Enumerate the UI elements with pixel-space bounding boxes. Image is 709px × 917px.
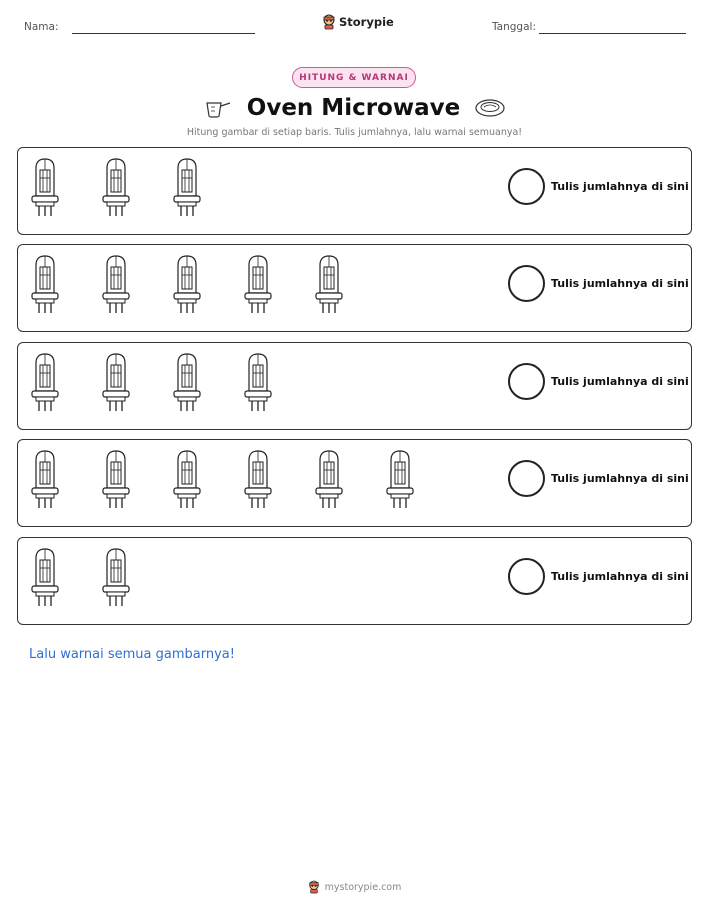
answer-circle[interactable] [508,558,545,595]
name-label: Nama: [24,21,59,33]
footer-note: Lalu warnai semua gambarnya! [29,647,235,662]
answer-label: Tulis jumlahnya di sini [551,180,689,193]
storypie-mascot-icon [308,880,320,894]
answer-circle[interactable] [508,460,545,497]
title-row [0,92,709,124]
vacuum-tube-icon [172,253,202,317]
counting-row [17,244,692,332]
answer-circle[interactable] [508,265,545,302]
vacuum-tube-icon [30,156,60,220]
vacuum-tube-icon [30,351,60,415]
vacuum-tube-icon [172,448,202,512]
measuring-cup-icon [203,97,233,119]
answer-label: Tulis jumlahnya di sini [551,472,689,485]
answer-circle[interactable] [508,168,545,205]
item-group [30,546,131,610]
item-group [30,253,344,317]
activity-tag: HITUNG & WARNAI [292,67,416,88]
vacuum-tube-icon [385,448,415,512]
vacuum-tube-icon [314,253,344,317]
bowl-icon [474,97,506,119]
vacuum-tube-icon [30,448,60,512]
counting-row [17,342,692,430]
vacuum-tube-icon [101,448,131,512]
answer-label: Tulis jumlahnya di sini [551,570,689,583]
item-group [30,351,273,415]
vacuum-tube-icon [172,156,202,220]
name-input-line[interactable] [72,33,255,34]
vacuum-tube-icon [101,546,131,610]
counting-row [17,439,692,527]
site-footer [0,880,709,894]
vacuum-tube-icon [243,253,273,317]
vacuum-tube-icon [243,351,273,415]
vacuum-tube-icon [172,351,202,415]
vacuum-tube-icon [314,448,344,512]
date-label: Tanggal: [492,21,536,33]
counting-row [17,537,692,625]
storypie-mascot-icon [322,14,336,30]
instructions: Hitung gambar di setiap baris. Tulis jumlahnya, lalu warnai semuanya! [186,127,523,138]
vacuum-tube-icon [101,253,131,317]
item-group [30,448,415,512]
brand-logo [322,14,394,30]
site-url: mystorypie.com [324,881,402,893]
page-title: Oven Microwave [246,95,461,121]
vacuum-tube-icon [243,448,273,512]
brand-name: Storypie [339,15,394,29]
answer-circle[interactable] [508,363,545,400]
date-input-line[interactable] [539,33,686,34]
counting-row [17,147,692,235]
vacuum-tube-icon [101,156,131,220]
vacuum-tube-icon [101,351,131,415]
item-group [30,156,202,220]
answer-label: Tulis jumlahnya di sini [551,375,689,388]
vacuum-tube-icon [30,253,60,317]
answer-label: Tulis jumlahnya di sini [551,277,689,290]
vacuum-tube-icon [30,546,60,610]
